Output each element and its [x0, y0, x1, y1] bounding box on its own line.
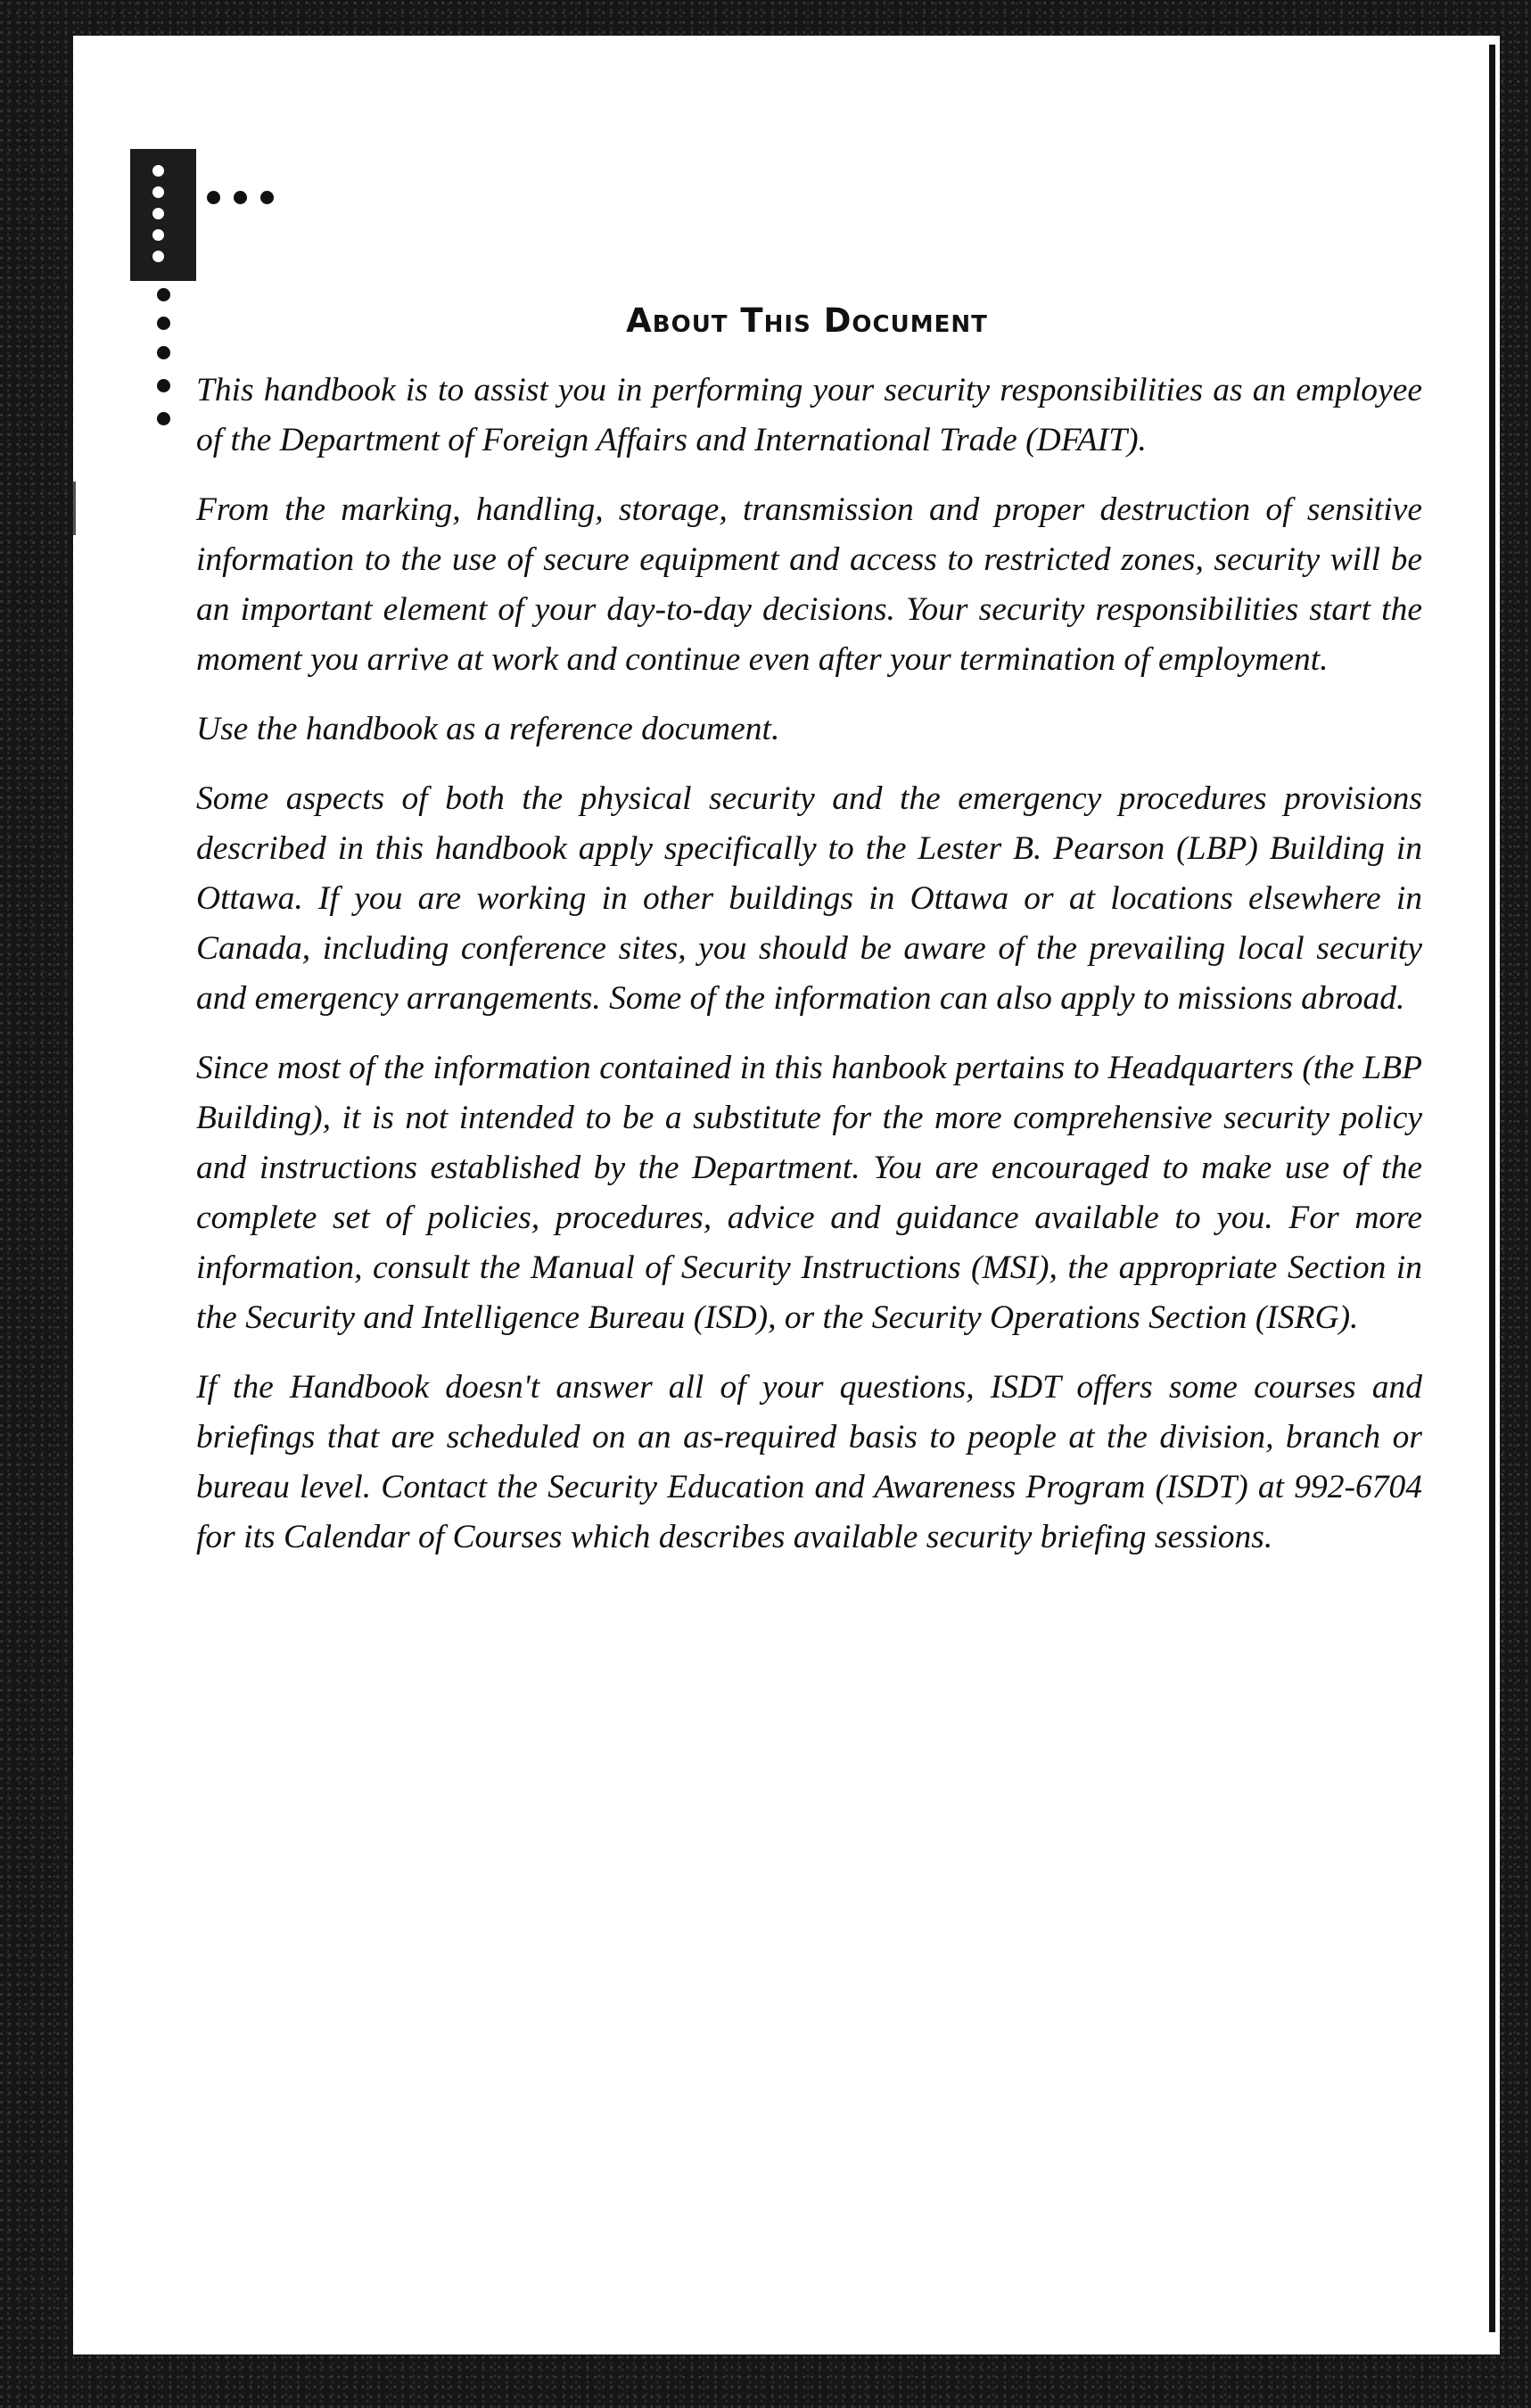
dot-icon [234, 191, 247, 204]
dot-icon [152, 208, 164, 219]
paragraph-intro: This handbook is to assist you in performing your security responsibilities as an employee of the Department of Foreign Affairs and International Trade (DFAIT). [196, 372, 1422, 458]
dot-icon [157, 317, 170, 330]
dot-icon [152, 251, 164, 262]
dot-motif-block [130, 149, 196, 281]
document-body [196, 366, 1422, 1582]
paragraph-reference: Use the handbook as a reference document. [196, 711, 780, 747]
paragraph-headquarters: Since most of the information contained in this hanbook pertains to Headquarters (the LBP Building), it is not intended to be a substitute for the more comprehensive security policy and instructions established by the Department. You are encouraged to make use of the complete set of policies, procedures, advice and guidance available to you. For more information, consult the Manual of Security Instructions (MSI), the appropriate Section in the Security and Intelligence Bureau (ISD), or the Security Operations Section (ISRG). [196, 1050, 1422, 1336]
dot-icon [152, 186, 164, 198]
dot-icon [260, 191, 274, 204]
paragraph-responsibilities: From the marking, handling, storage, transmission and proper destruction of sensitive information to the use of secure equipment and access to restricted zones, security will be an important element of your day-to-day decisions. Your security responsibilities start the moment you arrive at work and continue even after your termination of employment. [196, 491, 1422, 678]
dot-icon [157, 379, 170, 392]
paragraph-courses: If the Handbook doesn't answer all of your questions, ISDT offers some courses and briefings that are scheduled on an as-required basis to people at the division, branch or bureau level. Contact the Security Education and Awareness Program (ISDT) at 992-6704 for its Calendar of Courses which describes available security briefing sessions. [196, 1369, 1422, 1555]
dot-icon [152, 229, 164, 241]
dot-icon [207, 191, 220, 204]
page-title: About This Document [626, 301, 988, 340]
paragraph-lbp-building: Some aspects of both the physical security and the emergency procedures provisions described in this handbook apply specifically to the Lester B. Pearson (LBP) Building in Ottawa. If you are working in other buildings in Ottawa or at locations elsewhere in Canada, including conference sites, you should be aware of the prevailing local security and emergency arrangements. Some of the information can also apply to missions abroad. [196, 780, 1422, 1017]
margin-mark [73, 482, 76, 535]
page-edge-rule [1489, 45, 1495, 2332]
dot-icon [157, 346, 170, 359]
dot-icon [157, 412, 170, 425]
dot-icon [152, 165, 164, 177]
dot-icon [157, 288, 170, 301]
